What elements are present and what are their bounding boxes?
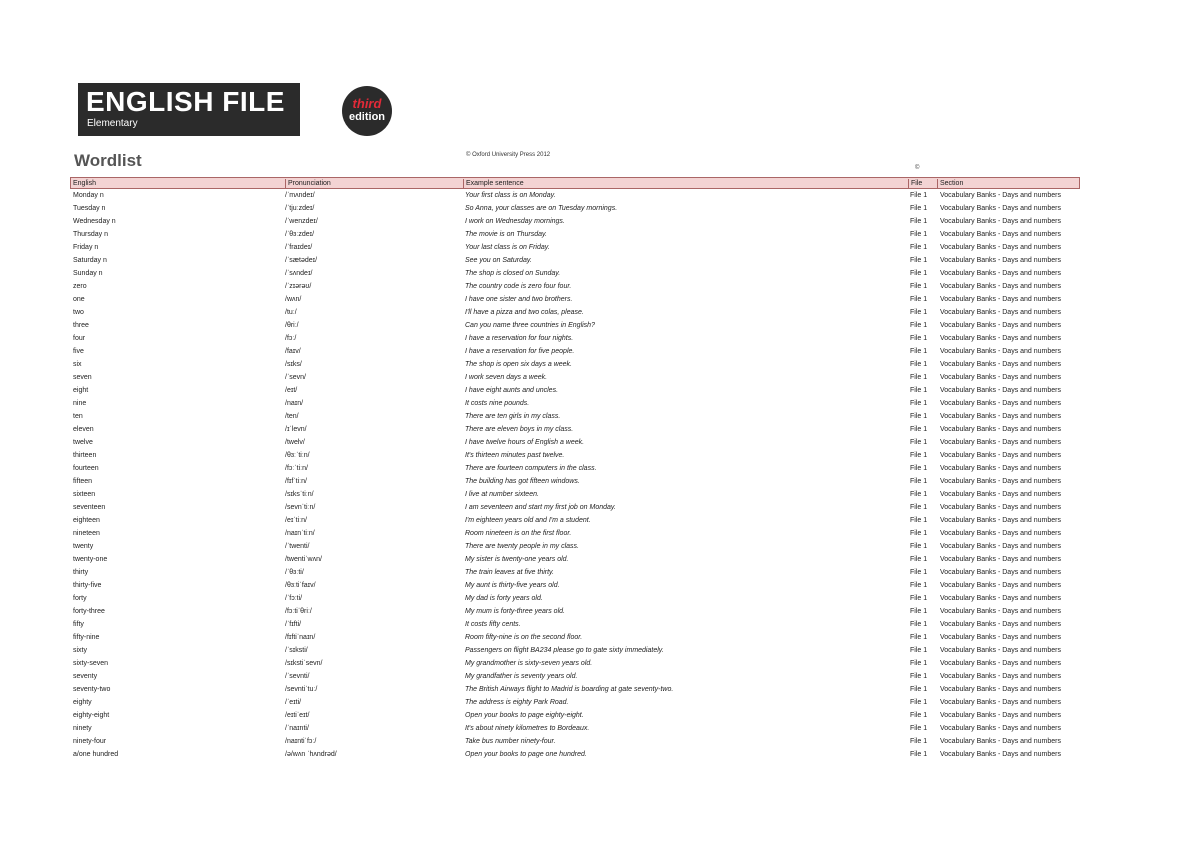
cell-section: Vocabulary Banks - Days and numbers bbox=[940, 491, 1062, 498]
table-row bbox=[70, 683, 1080, 696]
cell-section: Vocabulary Banks - Days and numbers bbox=[940, 270, 1062, 277]
cell-pronunciation: /ten/ bbox=[285, 413, 299, 420]
cell-example-sentence: My sister is twenty-one years old. bbox=[465, 556, 569, 563]
cell-pronunciation: /sɪks/ bbox=[285, 361, 302, 368]
cell-pronunciation: /sevntiˈtuː/ bbox=[285, 686, 318, 693]
table-row bbox=[70, 748, 1080, 761]
cell-example-sentence: The British Airways flight to Madrid is boarding at gate seventy-two. bbox=[465, 686, 674, 693]
cell-section: Vocabulary Banks - Days and numbers bbox=[940, 309, 1062, 316]
cell-pronunciation: /ˈsʌndeɪ/ bbox=[285, 270, 313, 277]
cell-example-sentence: My dad is forty years old. bbox=[465, 595, 543, 602]
cell-english-word: nine bbox=[73, 400, 87, 407]
cell-pronunciation: /ˈeɪti/ bbox=[285, 699, 302, 706]
cell-file: File 1 bbox=[910, 335, 928, 342]
cell-english-word: four bbox=[73, 335, 86, 342]
table-row bbox=[70, 228, 1080, 241]
cell-section: Vocabulary Banks - Days and numbers bbox=[940, 257, 1062, 264]
table-row bbox=[70, 241, 1080, 254]
cell-file: File 1 bbox=[910, 218, 928, 225]
cell-section: Vocabulary Banks - Days and numbers bbox=[940, 361, 1062, 368]
cell-example-sentence: Take bus number ninety-four. bbox=[465, 738, 556, 745]
cell-example-sentence: I'm eighteen years old and I'm a student. bbox=[465, 517, 591, 524]
cell-section: Vocabulary Banks - Days and numbers bbox=[940, 205, 1062, 212]
cell-section: Vocabulary Banks - Days and numbers bbox=[940, 478, 1062, 485]
cell-english-word: fourteen bbox=[73, 465, 99, 472]
cell-file: File 1 bbox=[910, 504, 928, 511]
cell-pronunciation: /θɜːˈtiːn/ bbox=[285, 452, 310, 459]
header-english: English bbox=[73, 180, 96, 187]
cell-section: Vocabulary Banks - Days and numbers bbox=[940, 699, 1062, 706]
table-row bbox=[70, 462, 1080, 475]
cell-english-word: ninety-four bbox=[73, 738, 107, 745]
table-row bbox=[70, 722, 1080, 735]
cell-file: File 1 bbox=[910, 439, 928, 446]
cell-file: File 1 bbox=[910, 361, 928, 368]
cell-example-sentence: So Anna, your classes are on Tuesday mornings. bbox=[465, 205, 618, 212]
cell-file: File 1 bbox=[910, 387, 928, 394]
cell-section: Vocabulary Banks - Days and numbers bbox=[940, 387, 1062, 394]
table-row bbox=[70, 631, 1080, 644]
cell-english-word: thirty bbox=[73, 569, 89, 576]
cell-example-sentence: It costs nine pounds. bbox=[465, 400, 530, 407]
cell-section: Vocabulary Banks - Days and numbers bbox=[940, 556, 1062, 563]
cell-pronunciation: /ˈfraɪdeɪ/ bbox=[285, 244, 313, 251]
cell-english-word: eighty bbox=[73, 699, 92, 706]
cell-file: File 1 bbox=[910, 413, 928, 420]
cell-pronunciation: /ˈsevn/ bbox=[285, 374, 307, 381]
header-section: Section bbox=[937, 179, 963, 189]
cell-example-sentence: There are twenty people in my class. bbox=[465, 543, 579, 550]
table-row bbox=[70, 436, 1080, 449]
cell-section: Vocabulary Banks - Days and numbers bbox=[940, 465, 1062, 472]
cell-section: Vocabulary Banks - Days and numbers bbox=[940, 712, 1062, 719]
cell-pronunciation: /ˈmʌndeɪ/ bbox=[285, 192, 315, 199]
cell-pronunciation: /fɔːtiˈθriː/ bbox=[285, 608, 312, 615]
cell-section: Vocabulary Banks - Days and numbers bbox=[940, 738, 1062, 745]
cell-pronunciation: /naɪntiˈfɔː/ bbox=[285, 738, 317, 745]
table-row bbox=[70, 475, 1080, 488]
cell-english-word: sixty-seven bbox=[73, 660, 109, 667]
cell-example-sentence: It's thirteen minutes past twelve. bbox=[465, 452, 565, 459]
cell-example-sentence: See you on Saturday. bbox=[465, 257, 532, 264]
cell-example-sentence: My aunt is thirty-five years old. bbox=[465, 582, 560, 589]
wordlist-table bbox=[70, 177, 1080, 761]
table-row bbox=[70, 280, 1080, 293]
cell-example-sentence: I work seven days a week. bbox=[465, 374, 548, 381]
table-row bbox=[70, 202, 1080, 215]
cell-example-sentence: The train leaves at five thirty. bbox=[465, 569, 554, 576]
cell-pronunciation: /ˈsætədeɪ/ bbox=[285, 257, 318, 264]
cell-example-sentence: Your last class is on Friday. bbox=[465, 244, 550, 251]
cell-english-word: fifty-nine bbox=[73, 634, 100, 641]
cell-pronunciation: /ˈfɔːti/ bbox=[285, 595, 303, 602]
cell-file: File 1 bbox=[910, 582, 928, 589]
cell-file: File 1 bbox=[910, 738, 928, 745]
cell-pronunciation: /twelv/ bbox=[285, 439, 305, 446]
cell-example-sentence: Open your books to page eighty-eight. bbox=[465, 712, 584, 719]
cell-example-sentence: I have twelve hours of English a week. bbox=[465, 439, 585, 446]
cell-example-sentence: There are fourteen computers in the class. bbox=[465, 465, 597, 472]
cell-file: File 1 bbox=[910, 491, 928, 498]
cell-example-sentence: It's about ninety kilometres to Bordeaux. bbox=[465, 725, 590, 732]
cell-example-sentence: I have eight aunts and uncles. bbox=[465, 387, 559, 394]
cell-english-word: ten bbox=[73, 413, 83, 420]
cell-section: Vocabulary Banks - Days and numbers bbox=[940, 374, 1062, 381]
cell-example-sentence: Room fifty-nine is on the second floor. bbox=[465, 634, 583, 641]
table-row bbox=[70, 709, 1080, 722]
cell-pronunciation: /twentiˈwʌn/ bbox=[285, 556, 322, 563]
cell-pronunciation: /ˈfɪfti/ bbox=[285, 621, 302, 628]
table-row bbox=[70, 579, 1080, 592]
table-row bbox=[70, 501, 1080, 514]
cell-english-word: eight bbox=[73, 387, 89, 394]
cell-section: Vocabulary Banks - Days and numbers bbox=[940, 517, 1062, 524]
cell-english-word: sixteen bbox=[73, 491, 96, 498]
cell-pronunciation: /sevnˈtiːn/ bbox=[285, 504, 316, 511]
cell-pronunciation: /ˈtwenti/ bbox=[285, 543, 310, 550]
cell-pronunciation: /ˈθɜːti/ bbox=[285, 569, 304, 576]
cell-example-sentence: The country code is zero four four. bbox=[465, 283, 572, 290]
cell-english-word: thirty-five bbox=[73, 582, 102, 589]
cell-english-word: six bbox=[73, 361, 82, 368]
cell-english-word: nineteen bbox=[73, 530, 100, 537]
table-row bbox=[70, 644, 1080, 657]
cell-file: File 1 bbox=[910, 270, 928, 277]
table-row bbox=[70, 384, 1080, 397]
cell-pronunciation: /wʌn/ bbox=[285, 296, 302, 303]
cell-english-word: Monday n bbox=[73, 192, 104, 199]
cell-english-word: zero bbox=[73, 283, 87, 290]
cell-section: Vocabulary Banks - Days and numbers bbox=[940, 608, 1062, 615]
cell-file: File 1 bbox=[910, 231, 928, 238]
cell-pronunciation: /ˈsɪksti/ bbox=[285, 647, 308, 654]
cell-pronunciation: /fɔː/ bbox=[285, 335, 297, 342]
cell-example-sentence: I work on Wednesday mornings. bbox=[465, 218, 565, 225]
cell-section: Vocabulary Banks - Days and numbers bbox=[940, 543, 1062, 550]
table-row bbox=[70, 488, 1080, 501]
cell-file: File 1 bbox=[910, 296, 928, 303]
cell-english-word: Friday n bbox=[73, 244, 99, 251]
table-row bbox=[70, 605, 1080, 618]
cell-file: File 1 bbox=[910, 712, 928, 719]
table-row bbox=[70, 696, 1080, 709]
cell-english-word: three bbox=[73, 322, 89, 329]
logo-title: ENGLISH FILE bbox=[86, 86, 285, 117]
cell-file: File 1 bbox=[910, 478, 928, 485]
cell-example-sentence: Can you name three countries in English? bbox=[465, 322, 595, 329]
table-row bbox=[70, 410, 1080, 423]
cell-pronunciation: /ə/wʌn ˈhʌndrəd/ bbox=[285, 751, 337, 758]
cell-section: Vocabulary Banks - Days and numbers bbox=[940, 595, 1062, 602]
cell-file: File 1 bbox=[910, 699, 928, 706]
table-body bbox=[70, 189, 1080, 761]
cell-english-word: eleven bbox=[73, 426, 94, 433]
copyright-mark: © bbox=[915, 165, 920, 171]
cell-section: Vocabulary Banks - Days and numbers bbox=[940, 621, 1062, 628]
cell-file: File 1 bbox=[910, 322, 928, 329]
cell-english-word: Tuesday n bbox=[73, 205, 106, 212]
cell-english-word: five bbox=[73, 348, 84, 355]
cell-section: Vocabulary Banks - Days and numbers bbox=[940, 660, 1062, 667]
cell-pronunciation: /fɔːˈtiːn/ bbox=[285, 465, 308, 472]
cell-pronunciation: /ɪˈlevn/ bbox=[285, 426, 307, 433]
cell-english-word: thirteen bbox=[73, 452, 97, 459]
cell-file: File 1 bbox=[910, 673, 928, 680]
cell-english-word: seventy-two bbox=[73, 686, 111, 693]
cell-pronunciation: /eɪtiˈeɪt/ bbox=[285, 712, 310, 719]
copyright-text: © Oxford University Press 2012 bbox=[466, 152, 551, 158]
cell-section: Vocabulary Banks - Days and numbers bbox=[940, 530, 1062, 537]
table-row bbox=[70, 618, 1080, 631]
cell-english-word: seventy bbox=[73, 673, 98, 680]
cell-example-sentence: The movie is on Thursday. bbox=[465, 231, 547, 238]
cell-english-word: a/one hundred bbox=[73, 751, 119, 758]
badge-edition-text: edition bbox=[348, 111, 386, 123]
cell-english-word: seventeen bbox=[73, 504, 106, 511]
cell-file: File 1 bbox=[910, 283, 928, 290]
cell-file: File 1 bbox=[910, 608, 928, 615]
table-row bbox=[70, 267, 1080, 280]
table-row bbox=[70, 306, 1080, 319]
header-pronunciation: Pronunciation bbox=[285, 179, 331, 189]
table-row bbox=[70, 592, 1080, 605]
cell-pronunciation: /fɪfˈtiːn/ bbox=[285, 478, 307, 485]
cell-english-word: ninety bbox=[73, 725, 92, 732]
table-row bbox=[70, 540, 1080, 553]
cell-section: Vocabulary Banks - Days and numbers bbox=[940, 322, 1062, 329]
table-row bbox=[70, 254, 1080, 267]
cell-example-sentence: I'll have a pizza and two colas, please. bbox=[465, 309, 584, 316]
cell-file: File 1 bbox=[910, 725, 928, 732]
cell-pronunciation: /θɜːtiˈfaɪv/ bbox=[285, 582, 316, 589]
cell-english-word: fifty bbox=[73, 621, 84, 628]
cell-section: Vocabulary Banks - Days and numbers bbox=[940, 452, 1062, 459]
cell-section: Vocabulary Banks - Days and numbers bbox=[940, 504, 1062, 511]
header-file: File bbox=[908, 179, 922, 189]
cell-english-word: fifteen bbox=[73, 478, 93, 485]
cell-section: Vocabulary Banks - Days and numbers bbox=[940, 751, 1062, 758]
cell-pronunciation: /ˈnaɪnti/ bbox=[285, 725, 309, 732]
cell-english-word: seven bbox=[73, 374, 92, 381]
cell-file: File 1 bbox=[910, 751, 928, 758]
table-row bbox=[70, 566, 1080, 579]
cell-english-word: twenty-one bbox=[73, 556, 108, 563]
cell-file: File 1 bbox=[910, 595, 928, 602]
badge-third-text: third bbox=[352, 96, 382, 111]
cell-file: File 1 bbox=[910, 309, 928, 316]
cell-section: Vocabulary Banks - Days and numbers bbox=[940, 335, 1062, 342]
table-row bbox=[70, 293, 1080, 306]
cell-file: File 1 bbox=[910, 257, 928, 264]
cell-english-word: twenty bbox=[73, 543, 94, 550]
cell-pronunciation: /ˈzɪərəʊ/ bbox=[285, 283, 312, 290]
cell-pronunciation: /naɪnˈtiːn/ bbox=[285, 530, 315, 537]
cell-pronunciation: /sɪksˈtiːn/ bbox=[285, 491, 314, 498]
table-row bbox=[70, 553, 1080, 566]
cell-english-word: eighteen bbox=[73, 517, 100, 524]
cell-file: File 1 bbox=[910, 686, 928, 693]
cell-example-sentence: My mum is forty-three years old. bbox=[465, 608, 565, 615]
cell-english-word: two bbox=[73, 309, 84, 316]
cell-file: File 1 bbox=[910, 621, 928, 628]
cell-example-sentence: I have one sister and two brothers. bbox=[465, 296, 573, 303]
cell-example-sentence: My grandfather is seventy years old. bbox=[465, 673, 578, 680]
cell-example-sentence: The building has got fifteen windows. bbox=[465, 478, 580, 485]
table-row bbox=[70, 449, 1080, 462]
cell-section: Vocabulary Banks - Days and numbers bbox=[940, 400, 1062, 407]
cell-file: File 1 bbox=[910, 543, 928, 550]
cell-english-word: twelve bbox=[73, 439, 93, 446]
cell-section: Vocabulary Banks - Days and numbers bbox=[940, 192, 1062, 199]
cell-example-sentence: There are ten girls in my class. bbox=[465, 413, 561, 420]
table-row bbox=[70, 358, 1080, 371]
cell-english-word: forty bbox=[73, 595, 87, 602]
table-row bbox=[70, 397, 1080, 410]
table-row bbox=[70, 657, 1080, 670]
cell-example-sentence: The shop is closed on Sunday. bbox=[465, 270, 561, 277]
cell-pronunciation: /eɪt/ bbox=[285, 387, 298, 394]
cell-section: Vocabulary Banks - Days and numbers bbox=[940, 686, 1062, 693]
cell-section: Vocabulary Banks - Days and numbers bbox=[940, 634, 1062, 641]
cell-example-sentence: I live at number sixteen. bbox=[465, 491, 539, 498]
cell-example-sentence: Room nineteen is on the first floor. bbox=[465, 530, 572, 537]
cell-example-sentence: It costs fifty cents. bbox=[465, 621, 521, 628]
cell-example-sentence: Open your books to page one hundred. bbox=[465, 751, 587, 758]
cell-example-sentence: The shop is open six days a week. bbox=[465, 361, 573, 368]
cell-file: File 1 bbox=[910, 452, 928, 459]
cell-section: Vocabulary Banks - Days and numbers bbox=[940, 348, 1062, 355]
table-row bbox=[70, 670, 1080, 683]
cell-pronunciation: /tuː/ bbox=[285, 309, 297, 316]
table-row bbox=[70, 527, 1080, 540]
table-row bbox=[70, 345, 1080, 358]
cell-file: File 1 bbox=[910, 244, 928, 251]
cell-file: File 1 bbox=[910, 205, 928, 212]
cell-section: Vocabulary Banks - Days and numbers bbox=[940, 582, 1062, 589]
cell-file: File 1 bbox=[910, 569, 928, 576]
cell-english-word: Saturday n bbox=[73, 257, 107, 264]
cell-english-word: Thursday n bbox=[73, 231, 109, 238]
cell-example-sentence: I have a reservation for five people. bbox=[465, 348, 575, 355]
cell-file: File 1 bbox=[910, 556, 928, 563]
table-row bbox=[70, 735, 1080, 748]
cell-english-word: Sunday n bbox=[73, 270, 103, 277]
cell-section: Vocabulary Banks - Days and numbers bbox=[940, 439, 1062, 446]
cell-pronunciation: /sɪkstiˈsevn/ bbox=[285, 660, 323, 667]
table-row bbox=[70, 319, 1080, 332]
cell-file: File 1 bbox=[910, 634, 928, 641]
cell-file: File 1 bbox=[910, 426, 928, 433]
cell-pronunciation: /ˈsevnti/ bbox=[285, 673, 310, 680]
cell-pronunciation: /fɪftiˈnaɪn/ bbox=[285, 634, 316, 641]
cell-example-sentence: Your first class is on Monday. bbox=[465, 192, 556, 199]
cell-english-word: eighty-eight bbox=[73, 712, 110, 719]
cell-section: Vocabulary Banks - Days and numbers bbox=[940, 231, 1062, 238]
cell-section: Vocabulary Banks - Days and numbers bbox=[940, 283, 1062, 290]
cell-example-sentence: I have a reservation for four nights. bbox=[465, 335, 574, 342]
table-row bbox=[70, 215, 1080, 228]
cell-file: File 1 bbox=[910, 465, 928, 472]
cell-file: File 1 bbox=[910, 192, 928, 199]
cell-pronunciation: /naɪn/ bbox=[285, 400, 304, 407]
cell-example-sentence: There are eleven boys in my class. bbox=[465, 426, 574, 433]
cell-pronunciation: /ˈwenzdeɪ/ bbox=[285, 218, 318, 225]
cell-file: File 1 bbox=[910, 660, 928, 667]
cell-example-sentence: The address is eighty Park Road. bbox=[465, 699, 569, 706]
cell-pronunciation: /ˈtjuːzdeɪ/ bbox=[285, 205, 315, 212]
cell-file: File 1 bbox=[910, 400, 928, 407]
page-title: Wordlist bbox=[74, 151, 142, 170]
cell-section: Vocabulary Banks - Days and numbers bbox=[940, 413, 1062, 420]
table-row bbox=[70, 332, 1080, 345]
cell-english-word: forty-three bbox=[73, 608, 105, 615]
english-file-logo bbox=[78, 83, 300, 136]
cell-english-word: Wednesday n bbox=[73, 218, 116, 225]
cell-pronunciation: /θriː/ bbox=[285, 322, 299, 329]
cell-english-word: one bbox=[73, 296, 85, 303]
edition-badge bbox=[330, 84, 416, 138]
table-header bbox=[70, 177, 1080, 189]
table-row bbox=[70, 423, 1080, 436]
cell-file: File 1 bbox=[910, 517, 928, 524]
cell-pronunciation: /eɪˈtiːn/ bbox=[285, 517, 307, 524]
cell-section: Vocabulary Banks - Days and numbers bbox=[940, 218, 1062, 225]
cell-section: Vocabulary Banks - Days and numbers bbox=[940, 244, 1062, 251]
cell-pronunciation: /faɪv/ bbox=[285, 348, 301, 355]
cell-english-word: sixty bbox=[73, 647, 87, 654]
header-example-sentence: Example sentence bbox=[463, 179, 524, 189]
logo-subtitle: Elementary bbox=[87, 118, 138, 129]
cell-example-sentence: Passengers on flight BA234 please go to gate sixty immediately. bbox=[465, 647, 664, 654]
cell-file: File 1 bbox=[910, 647, 928, 654]
cell-file: File 1 bbox=[910, 374, 928, 381]
cell-section: Vocabulary Banks - Days and numbers bbox=[940, 673, 1062, 680]
cell-section: Vocabulary Banks - Days and numbers bbox=[940, 296, 1062, 303]
cell-section: Vocabulary Banks - Days and numbers bbox=[940, 569, 1062, 576]
cell-file: File 1 bbox=[910, 530, 928, 537]
cell-section: Vocabulary Banks - Days and numbers bbox=[940, 647, 1062, 654]
cell-pronunciation: /ˈθɜːzdeɪ/ bbox=[285, 231, 315, 238]
edition-badge-circle bbox=[342, 86, 392, 136]
cell-example-sentence: My grandmother is sixty-seven years old. bbox=[465, 660, 593, 667]
table-row bbox=[70, 189, 1080, 202]
cell-example-sentence: I am seventeen and start my first job on Monday. bbox=[465, 504, 616, 511]
table-row bbox=[70, 371, 1080, 384]
table-row bbox=[70, 514, 1080, 527]
cell-section: Vocabulary Banks - Days and numbers bbox=[940, 725, 1062, 732]
cell-file: File 1 bbox=[910, 348, 928, 355]
cell-section: Vocabulary Banks - Days and numbers bbox=[940, 426, 1062, 433]
